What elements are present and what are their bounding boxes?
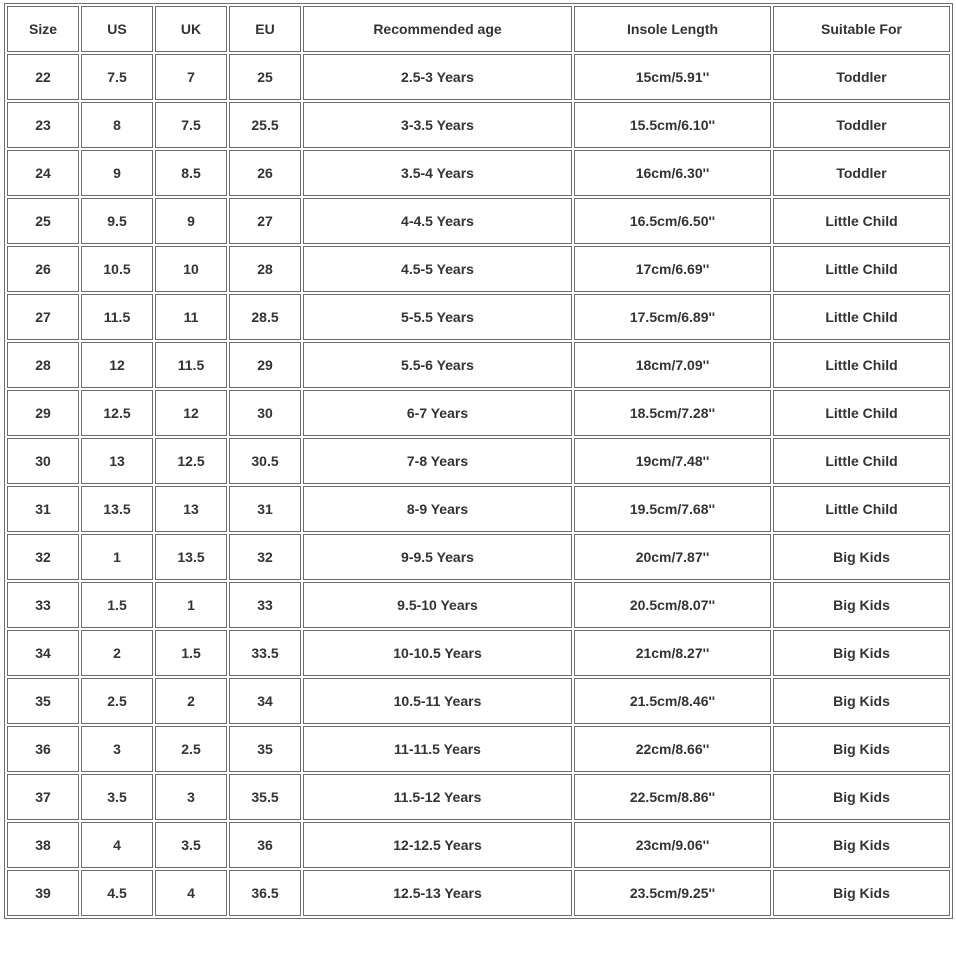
cell-suitable-for: Little Child (773, 198, 950, 244)
cell-suitable-for: Big Kids (773, 678, 950, 724)
cell-us: 8 (81, 102, 153, 148)
cell-recommended-age: 9.5-10 Years (303, 582, 572, 628)
cell-insole-length: 23.5cm/9.25'' (574, 870, 771, 916)
cell-suitable-for: Big Kids (773, 822, 950, 868)
header-uk: UK (155, 6, 227, 52)
cell-eu: 29 (229, 342, 301, 388)
cell-recommended-age: 3-3.5 Years (303, 102, 572, 148)
cell-uk: 3.5 (155, 822, 227, 868)
table-row (7, 822, 950, 868)
cell-uk: 11.5 (155, 342, 227, 388)
cell-us: 9.5 (81, 198, 153, 244)
cell-size: 22 (7, 54, 79, 100)
cell-suitable-for: Big Kids (773, 774, 950, 820)
table-row (7, 390, 950, 436)
cell-uk: 11 (155, 294, 227, 340)
cell-uk: 9 (155, 198, 227, 244)
cell-insole-length: 16cm/6.30'' (574, 150, 771, 196)
cell-size: 33 (7, 582, 79, 628)
cell-us: 13 (81, 438, 153, 484)
cell-size: 29 (7, 390, 79, 436)
table-row (7, 774, 950, 820)
cell-us: 12 (81, 342, 153, 388)
cell-recommended-age: 9-9.5 Years (303, 534, 572, 580)
cell-us: 4 (81, 822, 153, 868)
cell-recommended-age: 3.5-4 Years (303, 150, 572, 196)
cell-eu: 34 (229, 678, 301, 724)
cell-insole-length: 22.5cm/8.86'' (574, 774, 771, 820)
cell-suitable-for: Toddler (773, 102, 950, 148)
cell-size: 27 (7, 294, 79, 340)
cell-eu: 28.5 (229, 294, 301, 340)
cell-size: 26 (7, 246, 79, 292)
table-header (7, 6, 950, 52)
cell-uk: 13.5 (155, 534, 227, 580)
header-suitable-for: Suitable For (773, 6, 950, 52)
header-row (7, 6, 950, 52)
table-row (7, 870, 950, 916)
cell-uk: 13 (155, 486, 227, 532)
cell-uk: 4 (155, 870, 227, 916)
cell-insole-length: 17.5cm/6.89'' (574, 294, 771, 340)
table-row (7, 438, 950, 484)
cell-suitable-for: Toddler (773, 150, 950, 196)
cell-us: 2.5 (81, 678, 153, 724)
cell-eu: 36 (229, 822, 301, 868)
cell-suitable-for: Big Kids (773, 582, 950, 628)
cell-suitable-for: Toddler (773, 54, 950, 100)
cell-uk: 1.5 (155, 630, 227, 676)
cell-size: 38 (7, 822, 79, 868)
cell-suitable-for: Little Child (773, 390, 950, 436)
cell-insole-length: 18cm/7.09'' (574, 342, 771, 388)
cell-recommended-age: 2.5-3 Years (303, 54, 572, 100)
cell-uk: 7 (155, 54, 227, 100)
cell-insole-length: 21.5cm/8.46'' (574, 678, 771, 724)
cell-uk: 2.5 (155, 726, 227, 772)
cell-us: 3.5 (81, 774, 153, 820)
cell-us: 10.5 (81, 246, 153, 292)
cell-recommended-age: 7-8 Years (303, 438, 572, 484)
cell-uk: 2 (155, 678, 227, 724)
cell-suitable-for: Little Child (773, 246, 950, 292)
table-row (7, 198, 950, 244)
cell-us: 1 (81, 534, 153, 580)
cell-recommended-age: 11.5-12 Years (303, 774, 572, 820)
header-eu: EU (229, 6, 301, 52)
cell-recommended-age: 4.5-5 Years (303, 246, 572, 292)
cell-recommended-age: 12-12.5 Years (303, 822, 572, 868)
cell-eu: 33 (229, 582, 301, 628)
table-row (7, 582, 950, 628)
table-row (7, 630, 950, 676)
cell-recommended-age: 6-7 Years (303, 390, 572, 436)
table-row (7, 486, 950, 532)
cell-insole-length: 19.5cm/7.68'' (574, 486, 771, 532)
cell-recommended-age: 5.5-6 Years (303, 342, 572, 388)
table-row (7, 726, 950, 772)
cell-suitable-for: Little Child (773, 294, 950, 340)
cell-us: 11.5 (81, 294, 153, 340)
cell-recommended-age: 11-11.5 Years (303, 726, 572, 772)
table-body (7, 54, 950, 916)
cell-size: 25 (7, 198, 79, 244)
cell-recommended-age: 10.5-11 Years (303, 678, 572, 724)
table-row (7, 294, 950, 340)
table-row (7, 678, 950, 724)
cell-insole-length: 17cm/6.69'' (574, 246, 771, 292)
cell-eu: 28 (229, 246, 301, 292)
header-recommended-age: Recommended age (303, 6, 572, 52)
cell-size: 31 (7, 486, 79, 532)
cell-eu: 26 (229, 150, 301, 196)
size-chart-container (4, 3, 953, 919)
cell-recommended-age: 10-10.5 Years (303, 630, 572, 676)
header-insole-length: Insole Length (574, 6, 771, 52)
cell-suitable-for: Little Child (773, 486, 950, 532)
cell-suitable-for: Big Kids (773, 870, 950, 916)
cell-recommended-age: 8-9 Years (303, 486, 572, 532)
cell-uk: 7.5 (155, 102, 227, 148)
cell-us: 3 (81, 726, 153, 772)
cell-us: 1.5 (81, 582, 153, 628)
cell-insole-length: 20cm/7.87'' (574, 534, 771, 580)
cell-uk: 12 (155, 390, 227, 436)
cell-uk: 10 (155, 246, 227, 292)
table-row (7, 246, 950, 292)
cell-size: 32 (7, 534, 79, 580)
table-row (7, 54, 950, 100)
table-row (7, 150, 950, 196)
cell-insole-length: 22cm/8.66'' (574, 726, 771, 772)
cell-insole-length: 19cm/7.48'' (574, 438, 771, 484)
cell-us: 13.5 (81, 486, 153, 532)
cell-suitable-for: Little Child (773, 342, 950, 388)
cell-us: 2 (81, 630, 153, 676)
cell-insole-length: 23cm/9.06'' (574, 822, 771, 868)
cell-suitable-for: Big Kids (773, 534, 950, 580)
cell-eu: 36.5 (229, 870, 301, 916)
cell-size: 28 (7, 342, 79, 388)
cell-eu: 27 (229, 198, 301, 244)
cell-size: 37 (7, 774, 79, 820)
cell-eu: 32 (229, 534, 301, 580)
cell-us: 9 (81, 150, 153, 196)
cell-us: 12.5 (81, 390, 153, 436)
table-row (7, 534, 950, 580)
header-size: Size (7, 6, 79, 52)
cell-size: 39 (7, 870, 79, 916)
size-chart-table (4, 3, 953, 919)
cell-eu: 33.5 (229, 630, 301, 676)
cell-eu: 31 (229, 486, 301, 532)
cell-recommended-age: 5-5.5 Years (303, 294, 572, 340)
cell-eu: 25 (229, 54, 301, 100)
cell-size: 34 (7, 630, 79, 676)
cell-uk: 3 (155, 774, 227, 820)
cell-uk: 12.5 (155, 438, 227, 484)
cell-insole-length: 15.5cm/6.10'' (574, 102, 771, 148)
cell-uk: 8.5 (155, 150, 227, 196)
cell-us: 7.5 (81, 54, 153, 100)
cell-size: 35 (7, 678, 79, 724)
cell-size: 30 (7, 438, 79, 484)
cell-insole-length: 21cm/8.27'' (574, 630, 771, 676)
cell-insole-length: 16.5cm/6.50'' (574, 198, 771, 244)
cell-size: 23 (7, 102, 79, 148)
cell-eu: 30.5 (229, 438, 301, 484)
cell-suitable-for: Big Kids (773, 726, 950, 772)
table-row (7, 102, 950, 148)
cell-eu: 30 (229, 390, 301, 436)
cell-eu: 35 (229, 726, 301, 772)
cell-us: 4.5 (81, 870, 153, 916)
header-us: US (81, 6, 153, 52)
cell-uk: 1 (155, 582, 227, 628)
cell-eu: 35.5 (229, 774, 301, 820)
cell-eu: 25.5 (229, 102, 301, 148)
cell-recommended-age: 12.5-13 Years (303, 870, 572, 916)
cell-insole-length: 18.5cm/7.28'' (574, 390, 771, 436)
cell-size: 36 (7, 726, 79, 772)
cell-suitable-for: Big Kids (773, 630, 950, 676)
table-row (7, 342, 950, 388)
cell-recommended-age: 4-4.5 Years (303, 198, 572, 244)
cell-size: 24 (7, 150, 79, 196)
cell-insole-length: 20.5cm/8.07'' (574, 582, 771, 628)
cell-suitable-for: Little Child (773, 438, 950, 484)
cell-insole-length: 15cm/5.91'' (574, 54, 771, 100)
